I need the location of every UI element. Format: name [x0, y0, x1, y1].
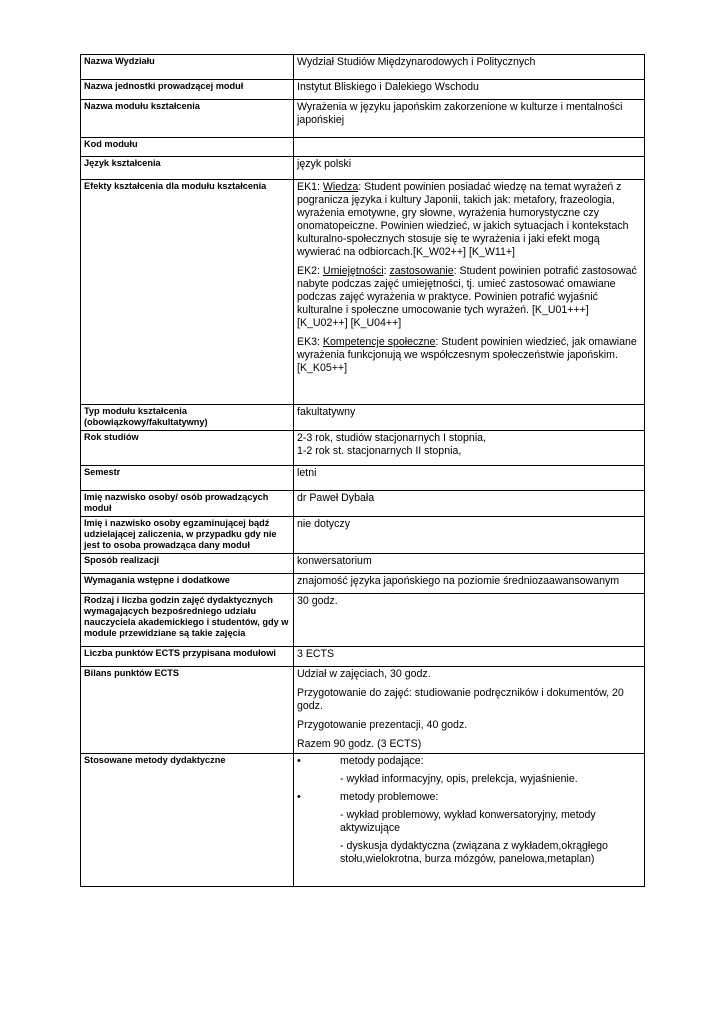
- ects-label: Liczba punktów ECTS przypisana modułowi: [81, 647, 294, 667]
- teaching-methods-value: [294, 754, 645, 887]
- examiner-value: nie dotyczy: [294, 517, 645, 554]
- method-discussion-detail: - dyskusja dydaktyczna (związana z wykładem,okrągłego stołu,wielokrotna, burza mózgów, panelowa,metaplan): [340, 840, 608, 865]
- row-teaching-methods: [81, 754, 645, 887]
- outcome-ek1: EK1: Wiedza: Student powinien posiadać wiedzę na temat wyrażeń z pogranicza języka i kultury Japonii, takich jak: metafory, frazeologia, wyrażenia emotywne, gry słowne, wyrażenia humorystyczne czy onomatopeiczne. Powinien wiedzieć, w jakich sytuacjach i kontekstach kulturalno-społecznych stosuje się te wyrażenia i jaki efekt mogą wywierać na odbiorcach.[K_W02++] [K_W11+]: [297, 181, 629, 258]
- learning-outcomes-label: Efekty kształcenia dla modułu kształcenia: [81, 180, 294, 405]
- unit-value: Instytut Bliskiego i Dalekiego Wschodu: [294, 80, 645, 100]
- outcome-ek2: EK2: Umiejętności: zastosowanie: Student powinien potrafić zastosować nabyte podczas zajęć umiejętności, tj. umieć zastosować omawiane podczas zajęć wyrażenia w praktyce. Powinien potrafić wyjaśnić kulturalne i społeczne umocowanie tych wyrażeń. [K_U01+++] [K_U02++] [K_U04++]: [297, 265, 637, 329]
- ects-balance-item: Udział w zajęciach, 30 godz.: [297, 668, 431, 680]
- module-code-value: [294, 138, 645, 157]
- module-name-label: Nazwa modułu kształcenia: [81, 100, 294, 138]
- faculty-value: Wydział Studiów Międzynarodowych i Politycznych: [294, 55, 645, 80]
- ects-balance-label: Bilans punktów ECTS: [81, 667, 294, 754]
- method-feeding-bullet: • metody podające:: [297, 755, 424, 767]
- row-module-type: [81, 405, 645, 431]
- ects-balance-value: [294, 667, 645, 754]
- ects-balance-total: Razem 90 godz. (3 ECTS): [297, 738, 422, 750]
- semester-label: Semestr: [81, 466, 294, 491]
- row-module-code: [81, 138, 645, 157]
- row-prerequisites: [81, 574, 645, 594]
- row-faculty: [81, 55, 645, 80]
- contact-hours-label: Rodzaj i liczba godzin zajęć dydaktycznych wymagających bezpośredniego udziału nauczyciela akademickiego i studentów, gdy w module przewidziane są takie zajęcia: [81, 594, 294, 647]
- language-value: język polski: [294, 157, 645, 180]
- method-problem-detail: - wykład problemowy, wykład konwersatoryjny, metody aktywizujące: [340, 809, 596, 834]
- teaching-methods-label: Stosowane metody dydaktyczne: [81, 754, 294, 887]
- row-semester: [81, 466, 645, 491]
- learning-outcomes-value: [294, 180, 645, 405]
- contact-hours-value: 30 godz.: [294, 594, 645, 647]
- lecturer-value: dr Paweł Dybała: [294, 491, 645, 517]
- method-problem-bullet: • metody problemowe:: [297, 791, 439, 803]
- faculty-label: Nazwa Wydziału: [81, 55, 294, 80]
- module-code-label: Kod modułu: [81, 138, 294, 157]
- ects-balance-item: Przygotowanie do zajęć: studiowanie podręczników i dokumentów, 20 godz.: [297, 687, 624, 712]
- semester-value: letni: [294, 466, 645, 491]
- row-contact-hours: [81, 594, 645, 647]
- delivery-mode-value: konwersatorium: [294, 554, 645, 574]
- row-ects: [81, 647, 645, 667]
- prerequisites-label: Wymagania wstępne i dodatkowe: [81, 574, 294, 594]
- row-study-year: [81, 431, 645, 466]
- study-year-value: 2-3 rok, studiów stacjonarnych I stopnia, 1-2 rok st. stacjonarnych II stopnia,: [294, 431, 645, 466]
- bullet-icon: •: [297, 755, 301, 767]
- bullet-icon: •: [297, 791, 301, 803]
- row-language: [81, 157, 645, 180]
- row-learning-outcomes: [81, 180, 645, 405]
- row-ects-balance: [81, 667, 645, 754]
- language-label: Język kształcenia: [81, 157, 294, 180]
- row-delivery-mode: [81, 554, 645, 574]
- ects-balance-item: Przygotowanie prezentacji, 40 godz.: [297, 719, 468, 731]
- module-type-label: Typ modułu kształcenia (obowiązkowy/fakultatywny): [81, 405, 294, 431]
- outcome-ek3: EK3: Kompetencje społeczne: Student powinien wiedzieć, jak omawiane wyrażenia funkcjonują we współczesnym społeczeństwie japońskim. [K_K05++]: [297, 336, 637, 374]
- module-syllabus-table: [80, 54, 645, 887]
- lecturer-label: Imię nazwisko osoby/ osób prowadzących moduł: [81, 491, 294, 517]
- module-type-value: fakultatywny: [294, 405, 645, 431]
- method-feeding-detail: - wykład informacyjny, opis, prelekcja, wyjaśnienie.: [340, 773, 578, 785]
- row-unit: [81, 80, 645, 100]
- module-name-value: Wyrażenia w języku japońskim zakorzenione w kulturze i mentalności japońskiej: [294, 100, 645, 138]
- row-examiner: [81, 517, 645, 554]
- delivery-mode-label: Sposób realizacji: [81, 554, 294, 574]
- unit-label: Nazwa jednostki prowadzącej moduł: [81, 80, 294, 100]
- row-lecturer: [81, 491, 645, 517]
- examiner-label: Imię i nazwisko osoby egzaminującej bądź udzielającej zaliczenia, w przypadku gdy nie jest to osoba prowadząca dany moduł: [81, 517, 294, 554]
- prerequisites-value: znajomość języka japońskiego na poziomie średniozaawansowanym: [294, 574, 645, 594]
- ects-value: 3 ECTS: [294, 647, 645, 667]
- study-year-label: Rok studiów: [81, 431, 294, 466]
- row-module-name: [81, 100, 645, 138]
